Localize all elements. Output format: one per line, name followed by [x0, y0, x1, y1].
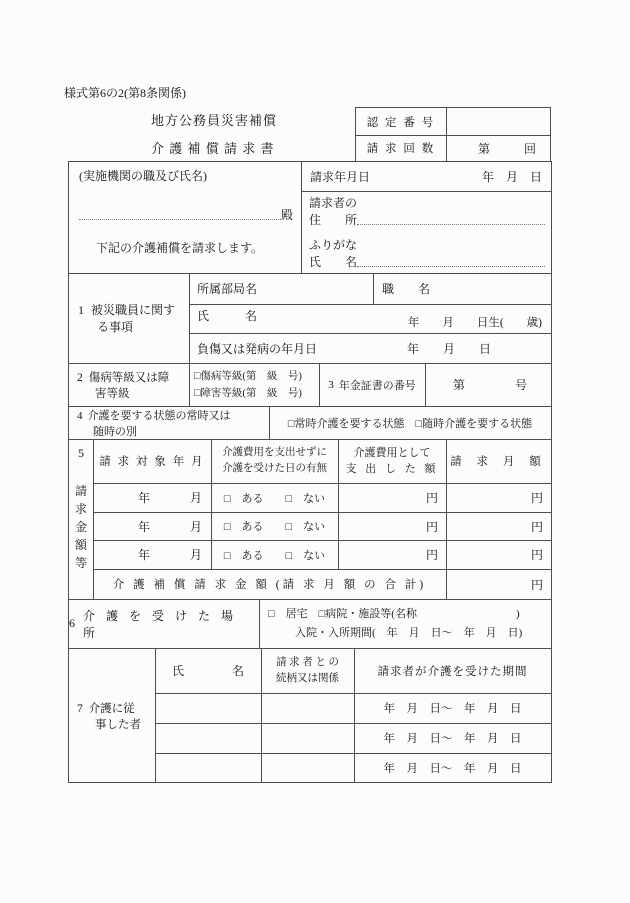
form-title-line2: 介 護 補 償 請 求 書 [151, 141, 275, 156]
birth-date-placeholder[interactable]: 年 月 日生( 歳) [407, 317, 542, 329]
claim-count-label: 請 求 回 数 [366, 143, 436, 155]
addressee-line [79, 204, 293, 223]
care-place-options [259, 599, 551, 648]
injury-date-label: 負傷又は発病の年月日 [197, 341, 318, 356]
care-days-checkbox-line-3[interactable]: □ ある □ ない [223, 549, 326, 562]
care-days-checkbox-line-2[interactable]: □ ある □ ない [223, 521, 326, 533]
position-label: 職 名 [382, 282, 431, 296]
relation-header-line1: 請 求 者 と の [276, 656, 339, 668]
monthly-amount-cell-1[interactable]: 円 [530, 491, 543, 505]
section2-title-line2: 害等級 [95, 387, 130, 400]
claim-date-placeholder[interactable]: 年 月 日 [481, 170, 542, 184]
claimant-name-fill-line[interactable] [357, 265, 545, 267]
year-label: 年 [138, 491, 151, 505]
claimant-address-label-1: 請求者の [309, 196, 358, 210]
relation-header-line2: 続柄又は関係 [276, 672, 339, 684]
form-number: 様式第6の2(第8条関係) [64, 86, 186, 100]
claimant-address-fill-line[interactable] [357, 223, 545, 225]
claim-month-cell-3[interactable] [93, 540, 211, 569]
paid-amount-cell-3[interactable]: 円 [425, 548, 438, 562]
department-label: 所属部局名 [197, 282, 258, 296]
section1-label [69, 273, 189, 363]
section2-title-line1: 傷病等級又は障 [88, 371, 170, 384]
section2-label [69, 363, 189, 406]
month-label: 月 [189, 519, 202, 534]
care-period-cell-2[interactable]: 年 月 日〜 年 月 日 [383, 733, 522, 745]
claim-month-cell-1[interactable] [93, 483, 211, 512]
injury-date-placeholder[interactable]: 年 月 日 [407, 341, 492, 356]
claimant-address-label-2: 住 所 [309, 213, 358, 227]
total-claim-amount-cell[interactable]: 円 [530, 577, 543, 592]
claim-count-value[interactable] [446, 135, 550, 161]
section4-number: 4 [77, 409, 83, 422]
caregiver-relation-cell-3[interactable] [261, 753, 354, 782]
month-label: 月 [189, 491, 202, 505]
claimant-kana-label: ふりがな [309, 238, 358, 252]
pension-number-prefix: 第 [453, 378, 466, 392]
certification-number-value[interactable] [446, 108, 550, 135]
column-paid-amount-header [338, 439, 446, 483]
caregiver-relation-cell-2[interactable] [261, 723, 354, 753]
section1-title-line1: 被災職員に関す [91, 303, 176, 317]
care-period-header: 請求者が介護を受けた期間 [377, 665, 528, 678]
claimant-address-row [309, 211, 545, 228]
section5-side-char: 額 [74, 538, 87, 552]
care-days-header-line1: 介護費用を支出せずに [222, 447, 327, 458]
section6-label [69, 599, 259, 648]
section7-number: 7 [77, 702, 83, 715]
claim-declaration: 下記の介護補償を請求します。 [96, 241, 264, 255]
pension-book-number-label: 年金証書の番号 [338, 379, 416, 392]
certification-number-label: 認 定 番 号 [366, 116, 436, 129]
section3-number: 3 [328, 378, 334, 391]
care-period-cell-3[interactable]: 年 月 日〜 年 月 日 [383, 762, 522, 775]
section3-label [319, 363, 425, 406]
section5-number: 5 [78, 446, 84, 460]
pension-number-suffix: 号 [514, 378, 527, 392]
monthly-amount-cell-3[interactable] [446, 540, 551, 569]
paid-amount-cell-2[interactable]: 円 [425, 519, 438, 534]
claim-count-suffix: 回 [523, 141, 536, 156]
month-label: 月 [189, 548, 202, 562]
caregiver-relation-cell-1[interactable] [261, 693, 354, 723]
caregiver-name-cell-3[interactable] [155, 753, 261, 782]
section7-title-line2: 事した者 [95, 718, 141, 731]
section4-title-line2: 随時の別 [93, 425, 137, 438]
care-state-checkbox-line[interactable]: □常時介護を要する状態 □随時介護を要する状態 [287, 417, 533, 430]
divider [189, 304, 551, 305]
section4-title-line1: 介護を要する状態の常時又は [87, 409, 231, 422]
section5-side-char: 金 [74, 520, 87, 534]
honorific-dono: 殿 [280, 208, 293, 222]
year-label: 年 [138, 548, 151, 562]
injury-date-row [189, 333, 551, 363]
approval-box [355, 107, 551, 162]
section2-options [189, 363, 319, 406]
claimant-name-row [309, 253, 545, 270]
claim-count-prefix: 第 [478, 141, 491, 156]
section1-title-line2: る事項 [97, 320, 134, 334]
section7-title-line1: 介護に従 [88, 702, 135, 715]
section5-side-char: 求 [74, 502, 87, 516]
caregiver-name-cell-1[interactable] [155, 693, 261, 723]
section4-label [69, 406, 269, 439]
employee-name-label: 氏 名 [197, 309, 258, 323]
care-days-header-line2: 介護を受けた日の有無 [222, 463, 327, 474]
column-monthly-amount-header: 請 求 月 額 [450, 456, 547, 468]
divider [301, 191, 551, 192]
section5-side-label [69, 439, 93, 599]
year-label: 年 [138, 519, 151, 534]
yen-label: 円 [530, 548, 543, 562]
care-days-checkbox-line-1[interactable]: □ ある □ ない [223, 492, 326, 505]
caregiver-name-cell-2[interactable] [155, 723, 261, 753]
admission-period-line[interactable]: 入院・入所期間( 年 月 日〜 年 月 日) [295, 626, 523, 639]
care-place-label: 介 護 を 受 け た 場 所 [83, 608, 238, 640]
form-title-line1: 地方公務員災害補償 [151, 113, 278, 128]
monthly-amount-cell-2[interactable]: 円 [530, 519, 543, 534]
caregiver-name-header: 氏 名 [171, 664, 244, 678]
paid-amount-header-line1: 介護費用として [353, 447, 431, 459]
section1-number: 1 [78, 303, 84, 317]
claim-month-cell-2[interactable] [93, 512, 211, 540]
form-table [68, 161, 552, 783]
section7-label [69, 648, 155, 783]
care-period-cell-1[interactable]: 年 月 日〜 年 月 日 [383, 703, 522, 715]
agency-name-label: (実施機関の職及び氏名) [79, 169, 207, 183]
column-claim-month-header: 請 求 対 象 年 月 [99, 456, 205, 468]
claim-date-row [301, 162, 551, 191]
disability-grade-checkbox-line[interactable]: □障害等級(第 級 号) [194, 387, 302, 399]
claim-date-label: 請求年月日 [310, 170, 371, 184]
column-care-days-header [211, 439, 338, 483]
claimant-name-label: 氏 名 [309, 255, 358, 269]
section5-side-char: 請 [74, 484, 87, 498]
addressee-fill-line[interactable] [79, 218, 281, 220]
paid-amount-cell-1[interactable]: 円 [425, 491, 438, 505]
injury-grade-checkbox-line[interactable]: □傷病等級(第 級 号) [194, 370, 302, 382]
total-claim-amount-label: 介 護 補 償 請 求 金 額 (請 求 月 額 の 合 計) [112, 579, 427, 591]
section5-side-char: 等 [74, 556, 87, 570]
pension-book-number-value[interactable] [425, 363, 551, 406]
paid-amount-header-line2: 支 出 し た 額 [345, 463, 439, 475]
section6-number: 6 [69, 616, 75, 630]
caregiver-relation-header [261, 648, 354, 693]
care-place-checkbox-line[interactable]: □ 居宅 □病院・施設等(名称 ) [268, 607, 520, 620]
section2-number: 2 [77, 371, 83, 384]
